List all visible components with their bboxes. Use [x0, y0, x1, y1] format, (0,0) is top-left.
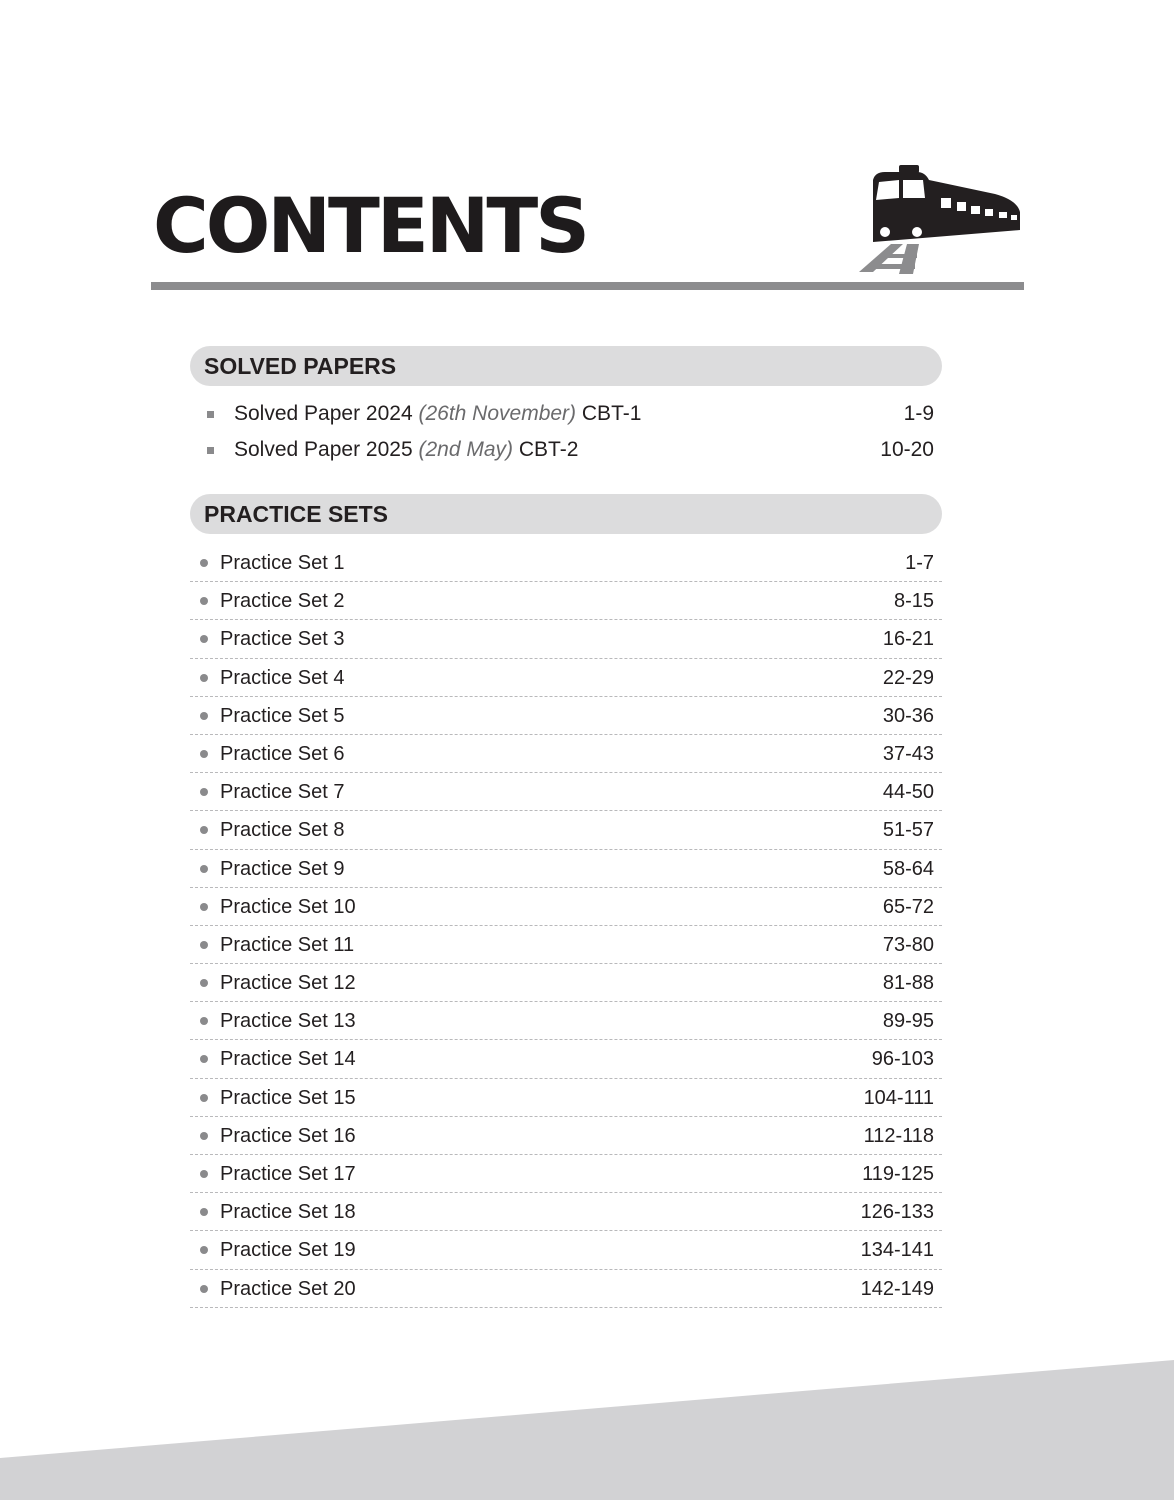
list-item[interactable] [190, 1079, 942, 1117]
round-bullet-icon [200, 750, 208, 758]
list-item[interactable] [190, 1040, 942, 1078]
page-range: 104-111 [863, 1086, 934, 1109]
list-item[interactable] [190, 888, 942, 926]
page-range: 96-103 [871, 1048, 934, 1071]
page-range: 89-95 [882, 1010, 934, 1033]
item-title: Practice Set 15 [220, 1086, 356, 1109]
page-range: 119-125 [862, 1163, 934, 1185]
square-bullet-icon [207, 411, 214, 418]
list-item[interactable] [190, 1270, 942, 1308]
round-bullet-icon [200, 788, 208, 796]
round-bullet-icon [200, 979, 208, 987]
page-range: 8-15 [893, 590, 934, 613]
round-bullet-icon [200, 1246, 208, 1254]
item-title: Solved Paper 2024 (26th November) CBT-1 [234, 402, 642, 425]
list-item[interactable] [190, 697, 942, 735]
item-title: Practice Set 3 [220, 628, 345, 651]
page-range: 1-7 [905, 552, 934, 574]
train-icon [845, 160, 1025, 282]
page-range: 58-64 [882, 857, 934, 880]
item-title: Practice Set 16 [220, 1124, 356, 1147]
page-range: 65-72 [882, 895, 934, 918]
list-item[interactable] [190, 1193, 942, 1231]
list-item[interactable] [190, 396, 942, 432]
item-title: Practice Set 13 [220, 1010, 356, 1033]
item-title: Practice Set 8 [220, 819, 345, 842]
round-bullet-icon [200, 712, 208, 720]
list-item[interactable] [190, 582, 942, 620]
round-bullet-icon [200, 903, 208, 911]
item-title: Practice Set 20 [220, 1277, 356, 1300]
item-title: Practice Set 17 [220, 1163, 356, 1185]
round-bullet-icon [200, 1094, 208, 1102]
page-range: 44-50 [882, 781, 934, 804]
list-item[interactable] [190, 850, 942, 888]
item-title: Practice Set 12 [220, 972, 356, 995]
square-bullet-icon [207, 447, 214, 454]
round-bullet-icon [200, 1170, 208, 1178]
page-range: 30-36 [882, 704, 934, 727]
round-bullet-icon [200, 865, 208, 873]
page-range: 126-133 [860, 1201, 934, 1224]
page-range: 134-141 [860, 1239, 934, 1262]
list-item[interactable] [190, 964, 942, 1002]
item-title: Practice Set 19 [220, 1239, 356, 1262]
round-bullet-icon [200, 1285, 208, 1293]
item-title: Practice Set 6 [220, 742, 345, 765]
page-range: 16-21 [882, 628, 934, 651]
round-bullet-icon [200, 1017, 208, 1025]
item-title: Practice Set 7 [220, 781, 345, 804]
list-item[interactable] [190, 1117, 942, 1155]
list-item[interactable] [190, 432, 942, 468]
footer-decorative-band [0, 1355, 1174, 1500]
page-range: 81-88 [882, 972, 934, 995]
item-title: Practice Set 11 [220, 933, 355, 956]
item-title: Practice Set 18 [220, 1201, 356, 1224]
list-item[interactable] [190, 544, 942, 582]
round-bullet-icon [200, 941, 208, 949]
page-range: 142-149 [860, 1277, 934, 1300]
item-title: Practice Set 5 [220, 704, 345, 727]
list-item[interactable] [190, 773, 942, 811]
round-bullet-icon [200, 1132, 208, 1140]
practice-sets-list [190, 544, 942, 1308]
title-underline [151, 282, 1024, 290]
round-bullet-icon [200, 1208, 208, 1216]
round-bullet-icon [200, 826, 208, 834]
round-bullet-icon [200, 635, 208, 643]
solved-papers-list [190, 396, 942, 468]
round-bullet-icon [200, 597, 208, 605]
page-range: 1-9 [903, 402, 934, 425]
item-title: Practice Set 10 [220, 895, 356, 918]
round-bullet-icon [200, 674, 208, 682]
list-item[interactable] [190, 811, 942, 849]
page-range: 10-20 [880, 438, 934, 461]
list-item[interactable] [190, 1155, 942, 1193]
page-range: 112-118 [863, 1124, 934, 1147]
page-range: 37-43 [882, 742, 934, 765]
item-title: Practice Set 9 [220, 857, 345, 880]
item-title: Practice Set 2 [220, 590, 345, 613]
list-item[interactable] [190, 926, 942, 964]
round-bullet-icon [200, 1055, 208, 1063]
list-item[interactable] [190, 659, 942, 697]
item-title: Practice Set 4 [220, 666, 345, 689]
page-range: 73-80 [882, 933, 934, 956]
section-heading-solved-papers: SOLVED PAPERS [190, 346, 942, 386]
item-title: Practice Set 14 [220, 1048, 356, 1071]
page-range: 22-29 [882, 666, 934, 689]
page-range: 51-57 [882, 819, 934, 842]
section-heading-practice-sets: PRACTICE SETS [190, 494, 942, 534]
list-item[interactable] [190, 1002, 942, 1040]
item-title: Solved Paper 2025 (2nd May) CBT-2 [234, 438, 579, 461]
list-item[interactable] [190, 620, 942, 658]
list-item[interactable] [190, 1231, 942, 1269]
page-title: CONTENTS [153, 181, 587, 270]
round-bullet-icon [200, 559, 208, 567]
list-item[interactable] [190, 735, 942, 773]
item-title: Practice Set 1 [220, 552, 345, 574]
